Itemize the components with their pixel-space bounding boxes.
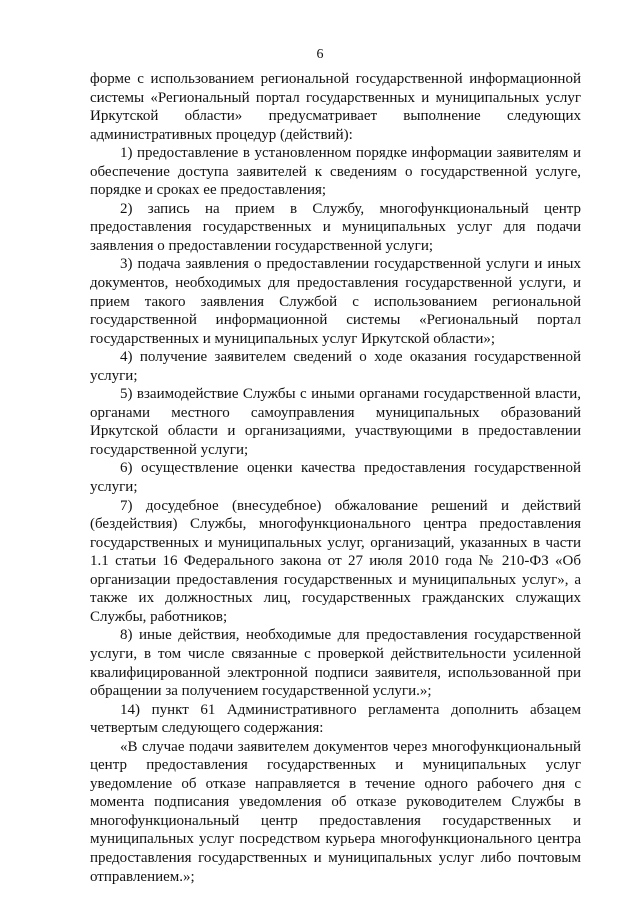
list-item-4: 4) получение заявителем сведений о ходе оказания государственной услуги; <box>90 349 581 384</box>
document-body <box>90 70 581 886</box>
list-item-2: 2) запись на прием в Службу, многофункциональный центр предоставления государственных и муниципальных услуг для подачи заявления о предоставлении государственной услуги; <box>90 200 581 254</box>
list-item-3: 3) подача заявления о предоставлении государственной услуги и иных документов, необходимых для предоставления государственной услуги, и прием такого заявления Службой с использованием региональной государственной информационной системы «Региональный портал государственных и муниципальных услуг Иркутской области»; <box>90 256 581 347</box>
list-item-8: 8) иные действия, необходимые для предоставления государственной услуги, в том числе связанные с проверкой действительности усиленной квалифицированной электронной подписи заявителя, использованной при обращении за получением государственной услуги.»; <box>90 627 581 700</box>
paragraph-intro: форме с использованием региональной государственной информационной системы «Региональный портал государственных и муниципальных услуг Иркутской области» предусматривает выполнение следующих административных процедур (действий): <box>90 71 581 143</box>
list-item-1: 1) предоставление в установленном порядке информации заявителям и обеспечение доступа заявителей к сведениям о государственной услуге, порядке и сроках ее предоставления; <box>90 145 581 199</box>
page-number: 6 <box>316 47 324 62</box>
amendment-quote: «В случае подачи заявителем документов через многофункциональный центр предоставления государственных и муниципальных услуг уведомление об отказе направляется в течение одного рабочего дня с момента подписания уведомления об отказе руководителем Службы в многофункциональный центр предоставления государственных и муниципальных услуг посредством курьера многофункционального центра предоставления государственных и муниципальных услуг либо почтовым отправлением.»; <box>90 738 581 885</box>
list-item-6: 6) осуществление оценки качества предоставления государственной услуги; <box>90 460 581 496</box>
list-item-5: 5) взаимодействие Службы с иными органами государственной власти, органами местного самоуправления муниципальных образований Иркутской области и организациями, участвующими в предоставлении государственной услуги; <box>90 386 581 458</box>
list-item-7: 7) досудебное (внесудебное) обжалование решений и действий (бездействия) Службы, многофункционального центра предоставления государственных и муниципальных услуг, организаций, указанных в части 1.1 статьи 16 Федерального закона от 27 июля 2010 года № 210-ФЗ «Об организации предоставления государственных и муниципальных услуг», а также их должностных лиц, государственных гражданских служащих Службы, работников; <box>90 497 581 625</box>
amendment-item-14: 14) пункт 61 Административного регламента дополнить абзацем четвертым следующего содержания: <box>90 701 581 737</box>
